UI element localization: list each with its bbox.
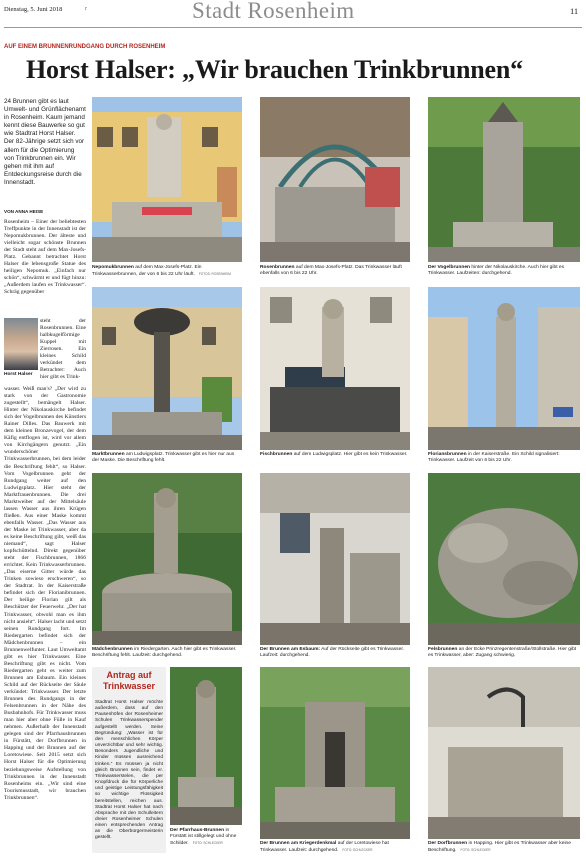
article-headline: Horst Halser: „Wir brauchen Trinkbrunnen“ bbox=[26, 55, 523, 84]
photo-brunnen-kriegerdenkmal bbox=[260, 667, 410, 839]
portrait-caption: Horst Halser bbox=[4, 372, 33, 377]
article-body-part-1: Rosenheim – Einer der beliebtesten Treffpunkte in der Innenstadt ist der Nepomukbrunnen. Der älteste und vielleicht sogar schönste Brunnen der Stadt steht auf dem Max-Josefs-Platz. Gebannt betrachtet Horst Halser die lebensgroße Statue des heiligen Nepomuk. „Einfach nur schön“, schwärmt er und fügt hinzu: „Außerdem laufen es Trinkwasser“. Schräg gegenüber bbox=[4, 219, 86, 296]
caption-floriansbrunnen: Floriansbrunnen in der Kaiserstraße. Ein Schild signalisiert: Trinkwasser. Laufzeit von 6 bis 22 Uhr. bbox=[428, 452, 560, 464]
caption-rosenbrunnen: Rosenbrunnen auf dem Max-Josefs-Platz. Das Trinkwasser läuft ebenfalls von 6 bis 22 Uhr. bbox=[260, 265, 402, 277]
caption-maedchenbrunnen: Mädchenbrunnen im Riedergarten. Auch hier gibt es Trinkwasser. Beschriftung fehlt. Laufzeit: durchgehend. bbox=[92, 647, 237, 659]
section-title: Stadt Rosenheim bbox=[192, 0, 355, 23]
article-byline: VON ANNA HEISE bbox=[4, 209, 44, 214]
caption-brunnen-kriegerdenkmal: Der Brunnen am Kriegerdenkmal auf der Loretowiese hat Trinkwasser. Laufzeit: durchgehend. FOTO: SCHLECKER bbox=[260, 841, 389, 854]
article-body-part-2: steht der Rosenbrunnen. Eine halbkugelförmige Kuppel mit Zierrosen. Ein kleines Schild verkündet dem Betrachter: Auch hier gibt es Trink- bbox=[40, 318, 86, 381]
caption-nepomukbrunnen: Nepomukbrunnen auf dem Max-Josefs-Platz. Ein Trinkwasserbrunnen, der von 6 bis 22 Uhr läuft. FOTOS: ROSENHEIM bbox=[92, 265, 231, 278]
photo-maedchenbrunnen bbox=[92, 473, 242, 645]
page-number: 11 bbox=[570, 6, 579, 16]
photo-fischbrunnen bbox=[260, 287, 410, 450]
caption-felsbrunnen: Felsbrunnen an der Ecke Prinzregentenstraße/Stollstraße. Hier gibt es Trinkwasser, aber: Zugang schwierig. bbox=[428, 647, 577, 659]
edition-mark: r bbox=[85, 6, 87, 12]
caption-brunnen-esbaum: Der Brunnen am Esbaum: Auf der Rückseite gibt es Trinkwasser. Laufzeit: durchgehend. bbox=[260, 647, 405, 659]
photo-nepomukbrunnen bbox=[92, 97, 242, 262]
sidebar-text: Stadtrat Horst Halser möchte außerdem, dass auf den Pausenhöfen der Rosenheimer Schulen Trinkwasserspender aufgestellt werden. Seine Begründung: „Wasser ist für den menschlichen Körper unverzichtbar und sehr wichtig. Besonders Jugendliche und Kinder müssen ausreichend trinken.“ Es müssen ja nicht gleich Brunnen sein, findet er. Trinkwasserstelen, die per Knopfdruck die für Körperliche und geistige Leistungsfähigkeit so wichtige Flüssigkeit bereitstellen, reichen aus. Stadtrat Horst Halser hat nach Absprache mit den Schulleitern dreier Rosenheimer Schulen einen entsprechenden Antrag an die Oberbürgermeisterin gestellt. bbox=[95, 700, 163, 841]
photo-floriansbrunnen bbox=[428, 287, 580, 450]
caption-pfarrhausbrunnen: Der Pfarrhaus-Brunnen in Fürstätt ist stillgelegt und ohne Schilder. FOTO: SCHLECKER bbox=[170, 828, 237, 847]
caption-marktbrunnen: Marktbrunnen am Ludwigsplatz. Trinkwasser gibt es hier nur aus der Maske. Die Beschriftung fehlt. bbox=[92, 452, 235, 464]
caption-vogelbrunnen: Der Vogelbrunnen hinter der Nikolauskirche. Auch hier gibt es Trinkwasser. Laufzeiten: durchgehend. bbox=[428, 265, 565, 277]
photo-brunnen-esbaum bbox=[260, 473, 410, 645]
article-body-part-3: wasser. Weiß man's? „Der wird zu stark von der Gastronomie zugestellt“, bemängelt Halser. Hinter der Nikolauskirche befindet sich der Vogelbrunnen des Künstlers Rainer Dilles. Das Bauwerk mit dem kleinen Bronzevogel, der dem Käfig entflogen ist, wird vor allem von Kirchgängern genutzt. „Ein wunderschöner Trinkwasserbrunnen, bei dem leider die Beschriftung fehlt“, so Halser. Vom Vogelbrunnen geht der Rundgang weiter auf den Ludwigsplatz. Hier steht der Marktfrauenbrunnen. Die drei Marktweiber auf der Mittelsäule lassen Wasser aus ihren Krügen fließen. Aus einer Maske kommt ebenfalls Wasser. „Das Wasser aus der Maske ist Trinkwasser, aber da es keine Beschriftung gibt, weiß das niemand“, sagt Halser kopfschüttelnd. Direkt gegenüber steht der Fischbrunnen, 1866 errichtet. Kein Trinkwasserbrunnen. „Das eiserne Gitter würde das Trinken sowieso erschweren“, so der Stadtrat. In der Kaiserstraße befindet sich der Florianibrunnen. Der heilige Florian gilt als Beschützer der Feuerwehr. „Der hat Trinkwasser, obwohl man es ihm nicht ansieht“. Halser lacht und setzt seinen Rundgang fort. Im Riedergarten befindet sich der Mädchenbrunnen – ein Brunnenwelfunter. Laut Umweltamt gibt es hier Trinkwasser. Eine Beschriftung gibt es nicht. Vom Riedergarten geht es weiter zum Brunnen am Esbaum. Ein kleines Schild auf der Rückseite der Säule verkündet: Trinkwasser. Der letzte Brunnen des Rundgangs in der Felsenbrunnen in der Nähe des Busbahnhofs. Für Trinkwasser muss man hier aber ohne Fülle in Kauf nehmen. Außerhalb der Innenstadt gelegen sind der Pfarrhausbrunnen in Fürstätt, der Dorfbrunnen in Happing und der Brunnen auf der Loretowiese. Seit 2015 setzt sich Horst Halser für die Optimierung beziehungsweise Aufstellung von Trinkbrunnen in der Innenstadt Rosenheims ein. „Wir sind eine Tourismusstadt, wir brauchen Trinkbrunnen“. bbox=[4, 386, 87, 801]
photo-pfarrhausbrunnen bbox=[170, 667, 242, 825]
photo-felsbrunnen bbox=[428, 473, 580, 645]
photo-rosenbrunnen bbox=[260, 97, 410, 262]
photo-marktbrunnen bbox=[92, 287, 242, 450]
photo-dorfbrunnen bbox=[428, 667, 580, 839]
article-intro: 24 Brunnen gibt es laut Umwelt- und Grünflächenamt in Rosenheim. Kaum jemand kennt diese Bauwerke so gut wie Stadtrat Horst Halser. Der 82-Jährige setzt sich vor allem für die Optimierung von Trinkbrunnen ein. Wir gehen mit ihm auf Entdeckungsreise durch die Innenstadt. bbox=[4, 98, 86, 186]
portrait-photo bbox=[4, 318, 38, 370]
photo-vogelbrunnen bbox=[428, 97, 580, 262]
sidebar-title: Antrag auf Trinkwasser bbox=[102, 670, 156, 691]
article-kicker: AUF EINEM BRUNNENRUNDGANG DURCH ROSENHEIM bbox=[4, 44, 166, 50]
caption-fischbrunnen: Fischbrunnen auf dem Ludwigsplatz. Hier gibt es kein Trinkwasser. bbox=[260, 452, 408, 457]
caption-dorfbrunnen: Der Dorfbrunnen in Happing. Hier gibt es Trinkwasser aber keine Beschriftung. FOTO: SCHLECKER bbox=[428, 841, 571, 854]
issue-date: Dienstag, 5. Juni 2018 bbox=[4, 6, 63, 13]
header-rule bbox=[4, 27, 582, 28]
